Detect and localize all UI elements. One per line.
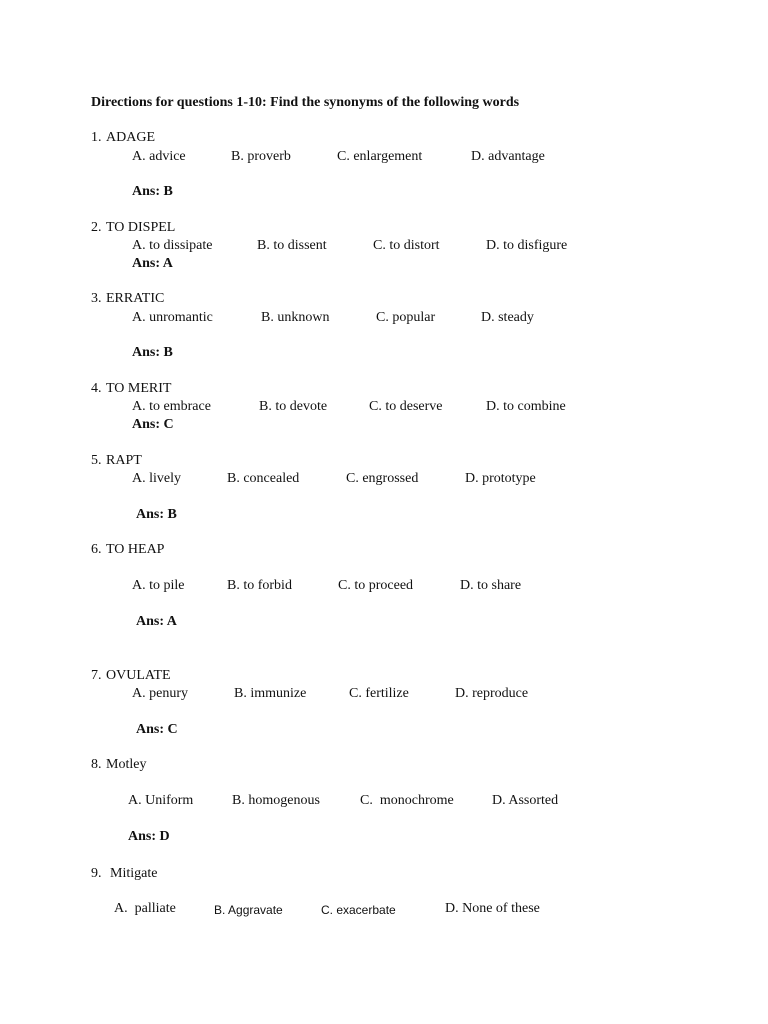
option-b: B. unknown: [261, 310, 330, 325]
option-a: A. penury: [132, 686, 188, 701]
option-b: B. to devote: [259, 399, 328, 414]
option-b: B. to dissent: [257, 238, 327, 253]
option-c: C. to distort: [373, 238, 440, 253]
option-d: D. to share: [460, 578, 522, 593]
option-d: D. to combine: [486, 399, 566, 414]
question-word: ERRATIC: [106, 291, 165, 306]
option-b: B. Aggravate: [214, 903, 283, 917]
answer: Ans: B: [132, 184, 173, 199]
option-c: C. fertilize: [349, 686, 409, 701]
question-word: TO HEAP: [106, 542, 165, 557]
option-d: D. Assorted: [492, 793, 559, 808]
option-c: C. to proceed: [338, 578, 414, 593]
option-a: A. lively: [132, 471, 181, 486]
question-number: 8.: [91, 757, 102, 772]
answer: Ans: B: [136, 507, 177, 522]
question-number: 3.: [91, 291, 102, 306]
option-b: B. immunize: [234, 686, 307, 701]
option-d: D. None of these: [445, 901, 540, 916]
option-b: B. to forbid: [227, 578, 292, 593]
question-word: RAPT: [106, 453, 142, 468]
question-number: 9.: [91, 866, 102, 881]
question-number: 5.: [91, 453, 102, 468]
question-word: TO MERIT: [106, 381, 172, 396]
option-c: C. enlargement: [337, 149, 423, 164]
option-a: A. to embrace: [132, 399, 211, 414]
question-number: 4.: [91, 381, 102, 396]
option-c: C. monochrome: [360, 793, 454, 808]
option-a: A. to dissipate: [132, 238, 213, 253]
answer: Ans: A: [132, 256, 173, 271]
option-a: A. to pile: [132, 578, 185, 593]
question-number: 1.: [91, 130, 102, 145]
question-word: OVULATE: [106, 668, 171, 683]
answer: Ans: C: [136, 722, 178, 737]
question-number: 6.: [91, 542, 102, 557]
question-word: Motley: [106, 757, 147, 772]
option-a: A. advice: [132, 149, 186, 164]
question-number: 2.: [91, 220, 102, 235]
question-word: Mitigate: [110, 866, 158, 881]
option-b: B. proverb: [231, 149, 291, 164]
answer: Ans: A: [136, 614, 177, 629]
option-d: D. prototype: [465, 471, 536, 486]
option-c: C. to deserve: [369, 399, 443, 414]
option-d: D. to disfigure: [486, 238, 568, 253]
option-d: D. steady: [481, 310, 534, 325]
option-c: C. exacerbate: [321, 903, 396, 917]
option-a: A. palliate: [114, 901, 176, 916]
option-c: C. popular: [376, 310, 436, 325]
question-word: ADAGE: [106, 130, 155, 145]
option-d: D. advantage: [471, 149, 545, 164]
option-b: B. homogenous: [232, 793, 320, 808]
option-d: D. reproduce: [455, 686, 529, 701]
directions-heading: Directions for questions 1-10: Find the synonyms of the following words: [91, 95, 520, 110]
answer: Ans: D: [128, 829, 170, 844]
answer: Ans: C: [132, 417, 174, 432]
question-number: 7.: [91, 668, 102, 683]
option-c: C. engrossed: [346, 471, 419, 486]
answer: Ans: B: [132, 345, 173, 360]
option-a: A. unromantic: [132, 310, 213, 325]
option-b: B. concealed: [227, 471, 300, 486]
question-word: TO DISPEL: [106, 220, 176, 235]
option-a: A. Uniform: [128, 793, 194, 808]
